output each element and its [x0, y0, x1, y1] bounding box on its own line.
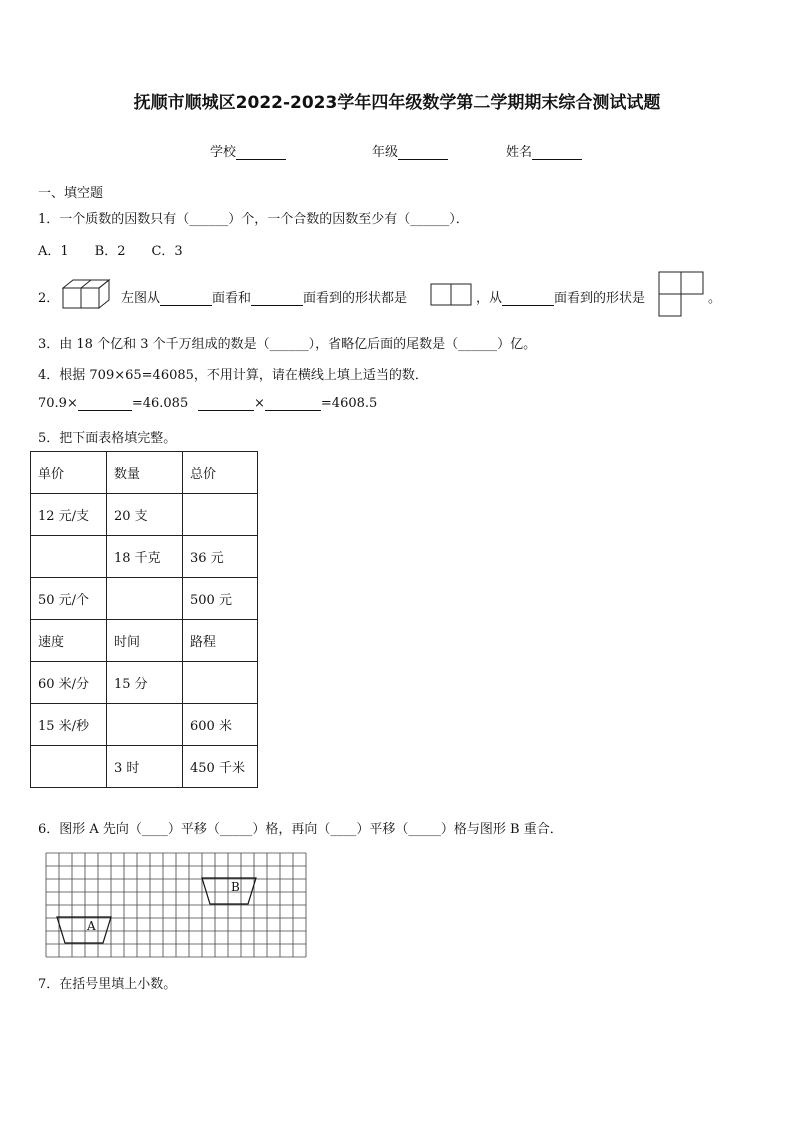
table-cell: 时间: [107, 620, 183, 662]
question-3: 3．由 18 个亿和 3 个千万组成的数是（______），省略亿后面的尾数是（______）亿。: [38, 337, 537, 352]
table-cell[interactable]: [31, 746, 107, 788]
price-speed-table: [30, 451, 258, 788]
table-cell: 单价: [31, 452, 107, 494]
table-row: [31, 578, 258, 620]
table-cell: 600 米: [183, 704, 258, 746]
page-title: 抚顺市顺城区2022-2023学年四年级数学第二学期期末综合测试试题: [133, 93, 661, 113]
two-squares-shape-icon: [430, 283, 474, 307]
question-2-number: 2．: [38, 291, 60, 306]
label-a: A: [87, 919, 96, 933]
question-1: 1．一个质数的因数只有（______）个，一个合数的因数至少有（______）．: [38, 212, 469, 227]
school-label: 学校: [210, 145, 237, 160]
q2-blank-1[interactable]: [160, 291, 212, 306]
question-4: 4．根据 709×65=46085，不用计算，请在横线上填上适当的数．: [38, 368, 428, 383]
table-cell[interactable]: [183, 662, 258, 704]
cube-figure-icon: [62, 278, 120, 310]
q2-part1: 左图从: [121, 291, 161, 306]
q2-part5: 面看到的形状是: [554, 291, 646, 306]
table-cell: 50 元/个: [31, 578, 107, 620]
table-cell: 路程: [183, 620, 258, 662]
table-row: [31, 662, 258, 704]
school-field: [210, 141, 286, 160]
table-cell: 15 米/秒: [31, 704, 107, 746]
l-shape-squares-icon: [658, 271, 706, 319]
section-heading: 一、填空题: [38, 186, 104, 201]
question-6: 6．图形 A 先向（____）平移（_____）格，再向（____）平移（_____）格与图形 B 重合．: [38, 822, 563, 837]
table-cell[interactable]: [183, 494, 258, 536]
table-cell[interactable]: [107, 704, 183, 746]
grade-label: 年级: [372, 145, 399, 160]
q2-part2: 面看和: [212, 291, 252, 306]
table-row: [31, 746, 258, 788]
table-cell: 总价: [183, 452, 258, 494]
table-cell: 500 元: [183, 578, 258, 620]
eq1-left: 70.9×: [38, 396, 78, 411]
question-5: 5．把下面表格填完整。: [38, 431, 177, 446]
question-1-options: A．1 B．2 C．3: [38, 244, 183, 259]
table-cell: 12 元/支: [31, 494, 107, 536]
eq1-blank[interactable]: [78, 396, 132, 411]
question-2-text: [121, 287, 407, 306]
table-cell: 速度: [31, 620, 107, 662]
table-cell: 450 千米: [183, 746, 258, 788]
table-row: [31, 536, 258, 578]
table-cell: 数量: [107, 452, 183, 494]
q2-blank-2[interactable]: [251, 291, 303, 306]
question-4-equation-2: [198, 396, 377, 411]
question-7: 7．在括号里填上小数。: [38, 977, 177, 992]
name-field: [506, 141, 582, 160]
table-cell[interactable]: [107, 578, 183, 620]
eq2-right: =4608.5: [320, 396, 378, 411]
table-cell: 60 米/分: [31, 662, 107, 704]
q2-part4: ，从: [476, 291, 503, 306]
table-row: [31, 494, 258, 536]
table-row: [31, 452, 258, 494]
eq1-right: =46.085: [131, 396, 189, 411]
question-2-text-b: [476, 287, 645, 306]
translation-grid: [45, 852, 309, 958]
name-blank[interactable]: [532, 145, 582, 160]
shape-b: [202, 878, 256, 904]
table-cell: 20 支: [107, 494, 183, 536]
table-cell: 18 千克: [107, 536, 183, 578]
question-4-equation-1: [38, 396, 188, 411]
q2-part3: 面看到的形状都是: [303, 291, 408, 306]
label-b: B: [231, 880, 240, 894]
eq2-times: ×: [254, 396, 265, 411]
eq2-blank-1[interactable]: [198, 396, 254, 411]
grade-blank[interactable]: [398, 145, 448, 160]
shape-a: [57, 917, 111, 943]
q2-blank-3[interactable]: [502, 291, 554, 306]
grade-field: [372, 141, 448, 160]
school-blank[interactable]: [236, 145, 286, 160]
eq2-blank-2[interactable]: [265, 396, 321, 411]
table-cell: 3 时: [107, 746, 183, 788]
table-cell: 36 元: [183, 536, 258, 578]
table-row: [31, 704, 258, 746]
table-cell[interactable]: [31, 536, 107, 578]
table-row: [31, 620, 258, 662]
table-cell: 15 分: [107, 662, 183, 704]
q2-end: 。: [708, 291, 722, 306]
name-label: 姓名: [506, 145, 533, 160]
